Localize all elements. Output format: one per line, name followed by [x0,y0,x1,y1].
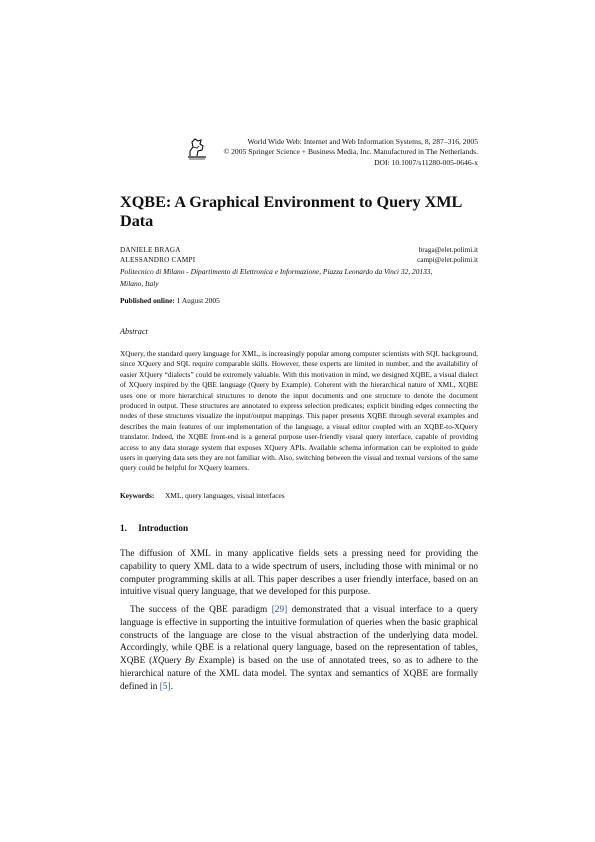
published-value: 1 August 2005 [176,296,220,305]
affiliation-line: Politecnico di Milano - Dipartimento di Elettronica e Informazione, Piazza Leonardo da Vinci 32, 20133, [120,267,433,276]
affiliation [120,266,465,289]
intro-paragraph: The diffusion of XML in many applicative fields sets a pressing need for providing the capability to query XML data to a wide spectrum of users, including those with minimal or no computer programming skills at all. This paper describes a user friendly interface, based on an intuitive visual query language, that we developed for this purpose. [120,549,478,598]
emphasis: E [198,656,205,667]
copyright-line: © 2005 Springer Science + Business Media, Inc. Manufactured in The Netherlands. [223,147,478,157]
springer-horse-icon [186,136,208,160]
abstract-heading: Abstract [120,327,148,336]
citation-link[interactable]: [5] [159,681,171,692]
published-label: Published online: [120,296,175,305]
author-name: DANIELE BRAGA [120,246,181,254]
author-email[interactable]: braga@elet.polimi.it [418,246,478,254]
section-title: Introduction [138,523,189,533]
section-heading [120,523,188,533]
text-run: . [170,681,173,692]
keywords-label: Keywords: [120,491,155,500]
emphasis: XQ [152,656,165,667]
journal-line: World Wide Web: Internet and Web Information Systems, 8, 287–316, 2005 [247,137,478,146]
keywords [120,491,478,500]
keywords-value: XML, query languages, visual interfaces [165,491,285,500]
journal-header [120,136,478,170]
section-number: 1. [120,523,127,533]
doi-line: DOI: 10.1007/s11280-005-0646-x [374,157,478,167]
citation-link[interactable]: [29] [271,605,288,615]
intro-paragraph [120,604,478,694]
emphasis: By [184,656,195,667]
text-run: xample) is based on the use of annotated trees, so as to adhere to the hierarchical nature of the XML data model. The syntax and semantics of XQBE are formally defined in [120,656,479,692]
text-run: The success of the QBE paradigm [130,605,272,615]
published-date [120,296,220,305]
affiliation-line: Milano, Italy [120,278,159,288]
author-email[interactable]: campi@elet.polimi.it [417,256,478,264]
text-run: uery [164,656,185,667]
text-run: demonstrated that a visual interface to a query language is effective in supporting the intuitive formulation of queries when the basic graphical constructs of the language are close to the visual abstraction of the underlying data model. Accordingly, while QBE is a relational query language, based on the representation of tables, XQBE ( [120,605,478,667]
paper-title: XQBE: A Graphical Environment to Query XML Data [120,193,462,230]
author-name: ALESSANDRO CAMPI [120,256,196,264]
abstract-text: XQuery, the standard query language for XML, is increasingly popular among computer scientists with SQL background, since XQuery and SQL require comparable skills. However, these experts are limited in number, and the availability of easier XQuery “dialects” could be extremely valuable. With this motivation in mind, we designed XQBE, a visual dialect of XQuery inspired by the QBE language (Query by Example). Coherent with the hierarchical nature of XML, XQBE uses one or more hierarchical structures to denote the input documents and one structure to denote the document produced in output. These structures are annotated to express selection predicates; explicit binding edges connecting the nodes of these structures visualize the input/output mappings. This paper presents XQBE through several examples and describes the main features of our implementation of the language, a visual editor coupled with an XQBE-to-XQuery translator. Indeed, the XQBE front-end is a general purpose user-friendly visual query interface, capable of providing access to any data storage system that exposes XQuery APIs. Available schema information can be exploited to guide users in querying data sets they are not familiar with. Also, switching between the visual and textual versions of the same query could be helpful for XQuery learners. [120,349,478,473]
